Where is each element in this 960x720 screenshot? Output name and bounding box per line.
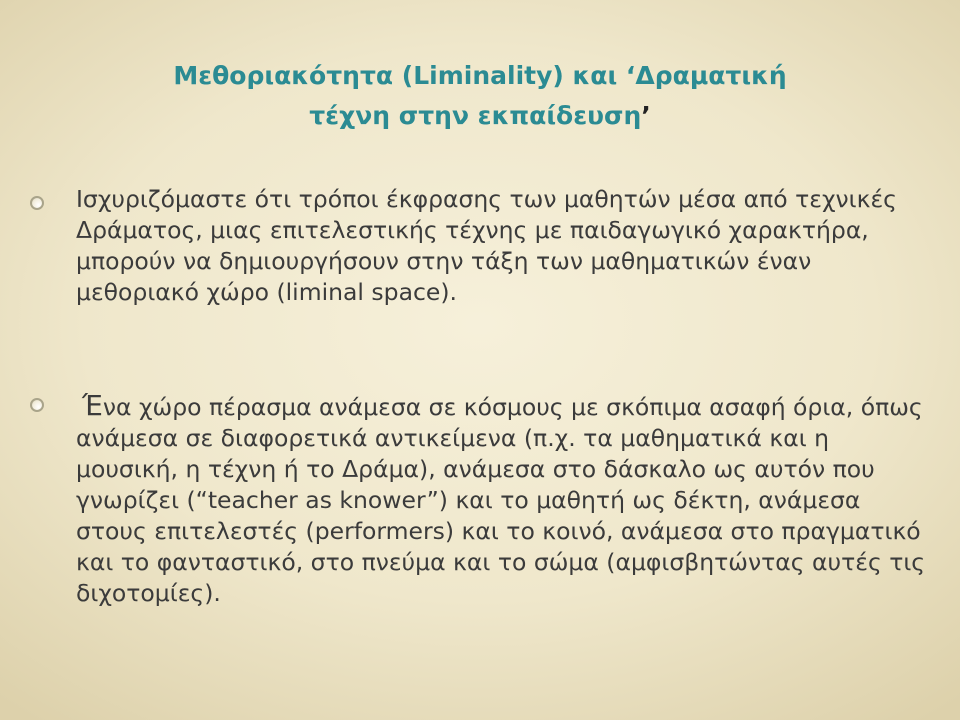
bullet-item-2 bbox=[76, 390, 936, 609]
bullet-item-1-text: Ισχυριζόμαστε ότι τρόποι έκφρασης των μαθητών μέσα από τεχνικές Δράματος, μιας επιτελεστικής τέχνης με παιδαγωγικό χαρακτήρα, μπορούν να δημιουργήσουν στην τάξη των μαθηματικών έναν μεθοριακό χώρο (liminal space). bbox=[76, 185, 897, 306]
bullet-item-2-first-letter: Έ bbox=[82, 389, 103, 422]
slide-title-line-1: Μεθοριακότητα (Liminality) και ‘Δραματική bbox=[173, 61, 787, 90]
bullet-item-1 bbox=[76, 184, 936, 308]
slide-title-line-2-text: τέχνη στην εκπαίδευση bbox=[309, 101, 642, 130]
bullet-item-2-text: να χώρο πέρασμα ανάμεσα σε κόσμους με σκόπιμα ασαφή όρια, όπως ανάμεσα σε διαφορετικά αντικείμενα (π.χ. τα μαθηματικά και η μουσική, η τέχνη ή το Δράμα), ανάμεσα στο δάσκαλο ως αυτόν που γνωρίζει (“teacher as knower”) και το μαθητή ως δέκτη, ανάμεσα στους επιτελεστές (performers) και το κοινό, ανάμεσα στο πραγματικό και το φανταστικό, στο πνεύμα και το σώμα (αμφισβητώντας αυτές τις διχοτομίες). bbox=[76, 393, 926, 607]
circle-bullet-icon bbox=[30, 196, 44, 210]
circle-bullet-icon bbox=[30, 398, 44, 412]
slide-title-close-quote: ’ bbox=[641, 101, 651, 130]
slide-title bbox=[60, 56, 900, 136]
slide-title-line-2 bbox=[60, 96, 900, 136]
